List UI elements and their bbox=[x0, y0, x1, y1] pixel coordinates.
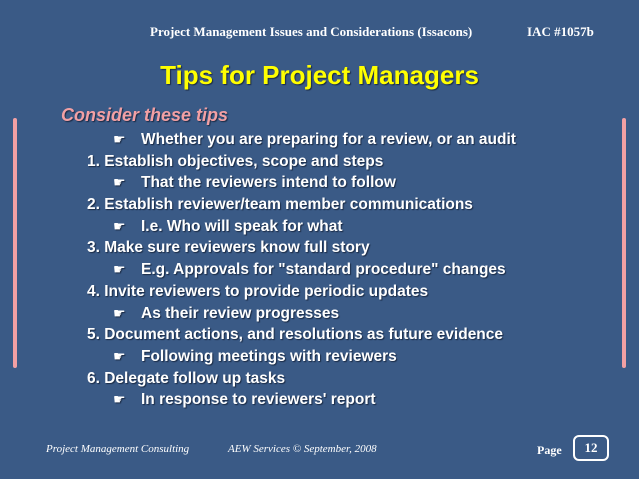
numbered-tip bbox=[0, 237, 639, 259]
numbered-tip bbox=[0, 151, 639, 173]
pointing-hand-icon: ☛ bbox=[113, 304, 126, 321]
pointing-hand-icon: ☛ bbox=[113, 391, 126, 408]
line-text: Following meetings with reviewers bbox=[141, 347, 397, 365]
line-text: E.g. Approvals for "standard procedure" changes bbox=[141, 261, 506, 279]
pointing-hand-icon: ☛ bbox=[113, 347, 126, 364]
header-title: Project Management Issues and Considerations (Issacons) bbox=[150, 24, 473, 39]
line-text: 6. Delegate follow up tasks bbox=[87, 369, 286, 387]
footer-copyright: AEW Services © September, 2008 bbox=[228, 443, 377, 455]
sub-point bbox=[0, 172, 639, 194]
line-text: 4. Invite reviewers to provide periodic updates bbox=[87, 282, 429, 300]
line-text: That the reviewers intend to follow bbox=[141, 174, 396, 192]
numbered-tip bbox=[0, 281, 639, 303]
sub-point bbox=[0, 129, 639, 151]
sub-point bbox=[0, 346, 639, 368]
footer-company: Project Management Consulting bbox=[46, 443, 190, 455]
document-id: IAC #1057b bbox=[527, 24, 594, 39]
pointing-hand-icon: ☛ bbox=[113, 174, 126, 191]
sub-point bbox=[0, 389, 639, 411]
slide-subtitle: Consider these tips bbox=[61, 105, 229, 125]
tips-list bbox=[0, 129, 639, 411]
numbered-tip bbox=[0, 324, 639, 346]
sub-point bbox=[0, 259, 639, 281]
slide-title: Tips for Project Managers bbox=[160, 60, 479, 90]
line-text: As their review progresses bbox=[141, 304, 340, 322]
footer-page-label: Page bbox=[537, 443, 562, 457]
line-text: 5. Document actions, and resolutions as future evidence bbox=[87, 326, 504, 344]
numbered-tip bbox=[0, 368, 639, 390]
pointing-hand-icon: ☛ bbox=[113, 217, 126, 234]
sub-point bbox=[0, 303, 639, 325]
line-text: In response to reviewers' report bbox=[141, 391, 376, 409]
numbered-tip bbox=[0, 194, 639, 216]
pointing-hand-icon: ☛ bbox=[113, 131, 126, 147]
line-text: I.e. Who will speak for what bbox=[141, 217, 343, 235]
pointing-hand-icon: ☛ bbox=[113, 261, 126, 278]
sub-point bbox=[0, 216, 639, 238]
line-text: Whether you are preparing for a review, or an audit bbox=[141, 131, 516, 148]
line-text: 3. Make sure reviewers know full story bbox=[87, 239, 370, 257]
line-text: 1. Establish objectives, scope and steps bbox=[87, 152, 384, 170]
page-number: 12 bbox=[573, 435, 609, 461]
line-text: 2. Establish reviewer/team member communications bbox=[87, 196, 473, 214]
